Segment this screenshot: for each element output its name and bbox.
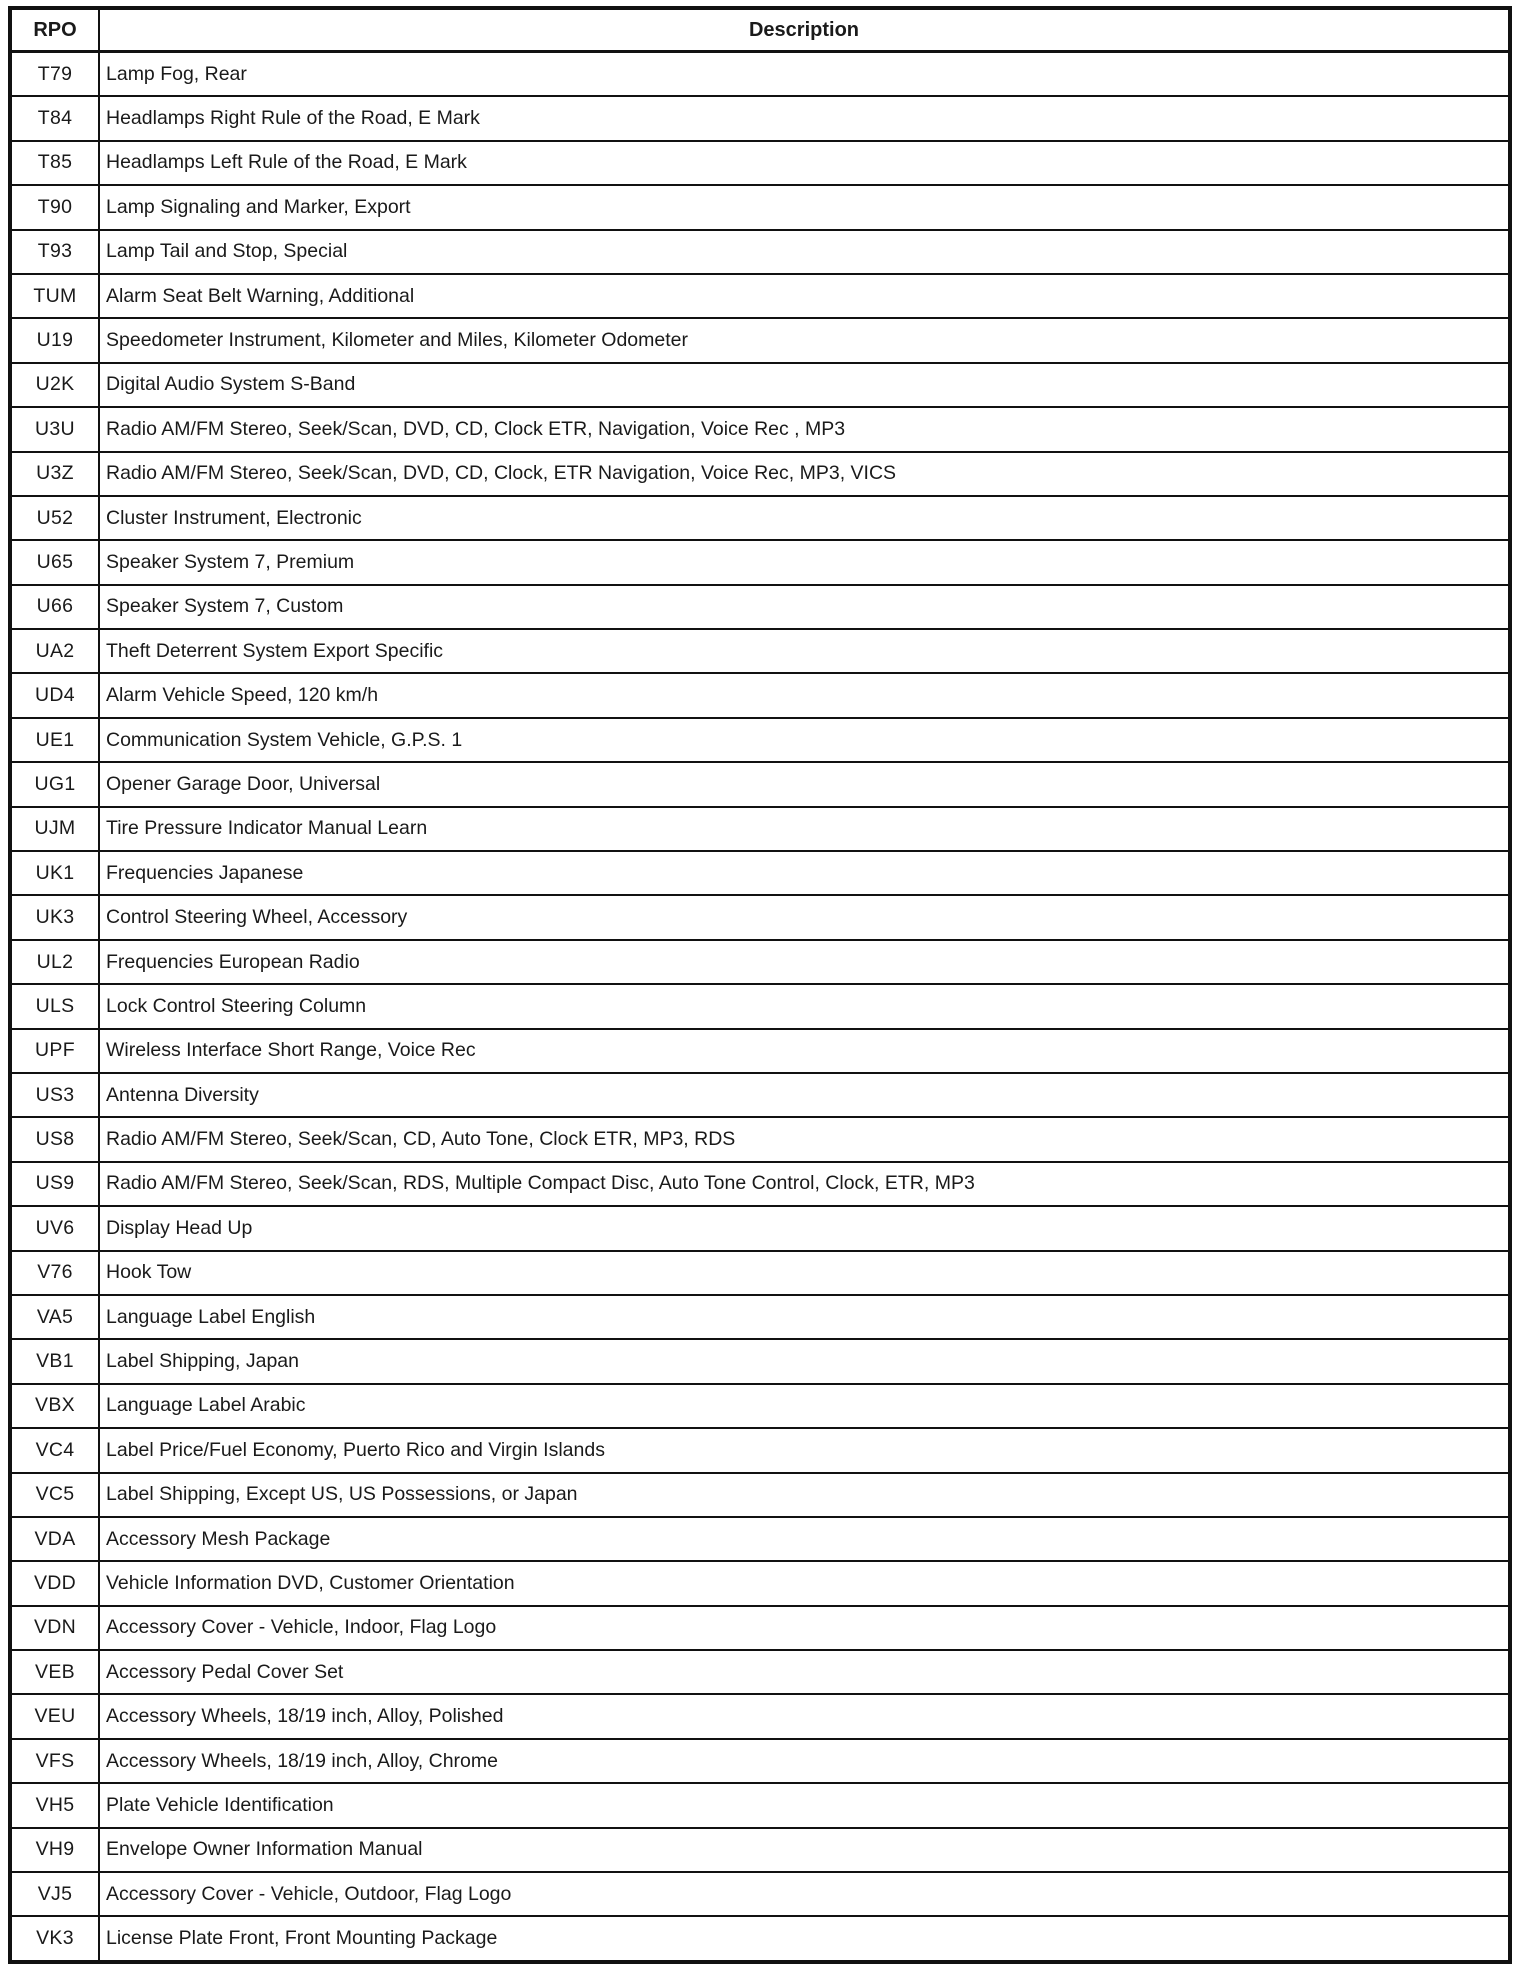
- table-body: [10, 52, 1510, 1962]
- rpo-code-cell: VA5: [10, 1295, 99, 1339]
- rpo-code-cell: UA2: [10, 629, 99, 673]
- description-cell: Digital Audio System S-Band: [99, 363, 1510, 407]
- table-row: [10, 1251, 1510, 1295]
- table-row: [10, 318, 1510, 362]
- rpo-code-cell: U66: [10, 585, 99, 629]
- rpo-code-cell: U3Z: [10, 452, 99, 496]
- table-row: [10, 1694, 1510, 1738]
- description-cell: Opener Garage Door, Universal: [99, 762, 1510, 806]
- table-row: [10, 230, 1510, 274]
- table-row: [10, 585, 1510, 629]
- table-row: [10, 363, 1510, 407]
- description-cell: Communication System Vehicle, G.P.S. 1: [99, 718, 1510, 762]
- description-cell: Radio AM/FM Stereo, Seek/Scan, DVD, CD, Clock, ETR Navigation, Voice Rec, MP3, VICS: [99, 452, 1510, 496]
- table-row: [10, 851, 1510, 895]
- table-row: [10, 452, 1510, 496]
- description-cell: Accessory Wheels, 18/19 inch, Alloy, Polished: [99, 1694, 1510, 1738]
- table-row: [10, 718, 1510, 762]
- rpo-code-cell: VC4: [10, 1428, 99, 1472]
- table-header: [10, 8, 1510, 52]
- description-cell: Frequencies European Radio: [99, 940, 1510, 984]
- description-cell: Speaker System 7, Premium: [99, 540, 1510, 584]
- table-row: [10, 1739, 1510, 1783]
- table-row: [10, 1339, 1510, 1383]
- table-row: [10, 1295, 1510, 1339]
- rpo-code-cell: VDN: [10, 1606, 99, 1650]
- description-cell: Label Price/Fuel Economy, Puerto Rico and Virgin Islands: [99, 1428, 1510, 1472]
- description-cell: Label Shipping, Except US, US Possessions, or Japan: [99, 1473, 1510, 1517]
- rpo-code-cell: UV6: [10, 1206, 99, 1250]
- table-row: [10, 807, 1510, 851]
- description-cell: Headlamps Right Rule of the Road, E Mark: [99, 96, 1510, 140]
- description-cell: Tire Pressure Indicator Manual Learn: [99, 807, 1510, 851]
- rpo-code-cell: UL2: [10, 940, 99, 984]
- table-row: [10, 629, 1510, 673]
- description-cell: Theft Deterrent System Export Specific: [99, 629, 1510, 673]
- table-row: [10, 673, 1510, 717]
- table-row: [10, 1828, 1510, 1872]
- table-row: [10, 141, 1510, 185]
- table-row: [10, 762, 1510, 806]
- rpo-code-cell: U3U: [10, 407, 99, 451]
- rpo-code-cell: VC5: [10, 1473, 99, 1517]
- table-row: [10, 1384, 1510, 1428]
- description-cell: Plate Vehicle Identification: [99, 1783, 1510, 1827]
- table-row: [10, 984, 1510, 1028]
- rpo-code-cell: UE1: [10, 718, 99, 762]
- rpo-code-cell: VDA: [10, 1517, 99, 1561]
- table-row: [10, 895, 1510, 939]
- table-row: [10, 1029, 1510, 1073]
- description-cell: Radio AM/FM Stereo, Seek/Scan, CD, Auto Tone, Clock ETR, MP3, RDS: [99, 1117, 1510, 1161]
- table-row: [10, 1561, 1510, 1605]
- rpo-code-cell: VFS: [10, 1739, 99, 1783]
- header-cell-description: Description: [99, 8, 1510, 52]
- description-cell: Lamp Fog, Rear: [99, 52, 1510, 97]
- description-cell: Frequencies Japanese: [99, 851, 1510, 895]
- header-cell-rpo: RPO: [10, 8, 99, 52]
- description-cell: Cluster Instrument, Electronic: [99, 496, 1510, 540]
- description-cell: Headlamps Left Rule of the Road, E Mark: [99, 141, 1510, 185]
- description-cell: Speaker System 7, Custom: [99, 585, 1510, 629]
- rpo-code-cell: VH5: [10, 1783, 99, 1827]
- description-cell: Accessory Wheels, 18/19 inch, Alloy, Chrome: [99, 1739, 1510, 1783]
- rpo-code-cell: UJM: [10, 807, 99, 851]
- rpo-code-cell: T85: [10, 141, 99, 185]
- table-row: [10, 1872, 1510, 1916]
- description-cell: Envelope Owner Information Manual: [99, 1828, 1510, 1872]
- table-row: [10, 1073, 1510, 1117]
- description-cell: Accessory Cover - Vehicle, Indoor, Flag Logo: [99, 1606, 1510, 1650]
- table-row: [10, 1916, 1510, 1961]
- rpo-code-cell: VH9: [10, 1828, 99, 1872]
- description-cell: Accessory Cover - Vehicle, Outdoor, Flag Logo: [99, 1872, 1510, 1916]
- description-cell: Antenna Diversity: [99, 1073, 1510, 1117]
- rpo-code-cell: UG1: [10, 762, 99, 806]
- table-row: [10, 1517, 1510, 1561]
- description-cell: Radio AM/FM Stereo, Seek/Scan, DVD, CD, Clock ETR, Navigation, Voice Rec , MP3: [99, 407, 1510, 451]
- rpo-code-cell: T79: [10, 52, 99, 97]
- table-row: [10, 1162, 1510, 1206]
- rpo-code-cell: US9: [10, 1162, 99, 1206]
- rpo-code-cell: U65: [10, 540, 99, 584]
- table-row: [10, 1206, 1510, 1250]
- rpo-code-cell: UK1: [10, 851, 99, 895]
- description-cell: Vehicle Information DVD, Customer Orientation: [99, 1561, 1510, 1605]
- description-cell: Lamp Tail and Stop, Special: [99, 230, 1510, 274]
- rpo-code-cell: U19: [10, 318, 99, 362]
- description-cell: Speedometer Instrument, Kilometer and Miles, Kilometer Odometer: [99, 318, 1510, 362]
- table-row: [10, 96, 1510, 140]
- rpo-code-cell: T93: [10, 230, 99, 274]
- description-cell: Hook Tow: [99, 1251, 1510, 1295]
- header-row: [10, 8, 1510, 52]
- rpo-code-cell: US8: [10, 1117, 99, 1161]
- table-row: [10, 1117, 1510, 1161]
- table-row: [10, 274, 1510, 318]
- rpo-code-cell: UK3: [10, 895, 99, 939]
- rpo-code-cell: VEB: [10, 1650, 99, 1694]
- rpo-code-cell: T84: [10, 96, 99, 140]
- rpo-code-cell: U2K: [10, 363, 99, 407]
- description-cell: Radio AM/FM Stereo, Seek/Scan, RDS, Multiple Compact Disc, Auto Tone Control, Clock, ETR, MP3: [99, 1162, 1510, 1206]
- description-cell: Alarm Vehicle Speed, 120 km/h: [99, 673, 1510, 717]
- rpo-code-cell: TUM: [10, 274, 99, 318]
- table-row: [10, 540, 1510, 584]
- description-cell: Lamp Signaling and Marker, Export: [99, 185, 1510, 229]
- rpo-code-cell: ULS: [10, 984, 99, 1028]
- rpo-code-cell: VK3: [10, 1916, 99, 1961]
- rpo-code-cell: UD4: [10, 673, 99, 717]
- description-cell: Accessory Mesh Package: [99, 1517, 1510, 1561]
- rpo-code-cell: US3: [10, 1073, 99, 1117]
- table-row: [10, 185, 1510, 229]
- table-row: [10, 1473, 1510, 1517]
- description-cell: Label Shipping, Japan: [99, 1339, 1510, 1383]
- rpo-code-cell: VB1: [10, 1339, 99, 1383]
- description-cell: License Plate Front, Front Mounting Package: [99, 1916, 1510, 1961]
- description-cell: Display Head Up: [99, 1206, 1510, 1250]
- table-row: [10, 496, 1510, 540]
- table-row: [10, 1428, 1510, 1472]
- rpo-code-cell: UPF: [10, 1029, 99, 1073]
- table-row: [10, 940, 1510, 984]
- rpo-code-cell: VJ5: [10, 1872, 99, 1916]
- description-cell: Wireless Interface Short Range, Voice Rec: [99, 1029, 1510, 1073]
- table-row: [10, 1650, 1510, 1694]
- rpo-code-cell: V76: [10, 1251, 99, 1295]
- rpo-code-cell: VDD: [10, 1561, 99, 1605]
- table-row: [10, 52, 1510, 97]
- rpo-code-cell: VEU: [10, 1694, 99, 1738]
- rpo-code-cell: T90: [10, 185, 99, 229]
- description-cell: Control Steering Wheel, Accessory: [99, 895, 1510, 939]
- table-row: [10, 407, 1510, 451]
- description-cell: Accessory Pedal Cover Set: [99, 1650, 1510, 1694]
- table-row: [10, 1606, 1510, 1650]
- description-cell: Alarm Seat Belt Warning, Additional: [99, 274, 1510, 318]
- rpo-code-cell: VBX: [10, 1384, 99, 1428]
- description-cell: Language Label Arabic: [99, 1384, 1510, 1428]
- description-cell: Lock Control Steering Column: [99, 984, 1510, 1028]
- rpo-code-cell: U52: [10, 496, 99, 540]
- description-cell: Language Label English: [99, 1295, 1510, 1339]
- rpo-code-table: [8, 6, 1512, 1964]
- table-row: [10, 1783, 1510, 1827]
